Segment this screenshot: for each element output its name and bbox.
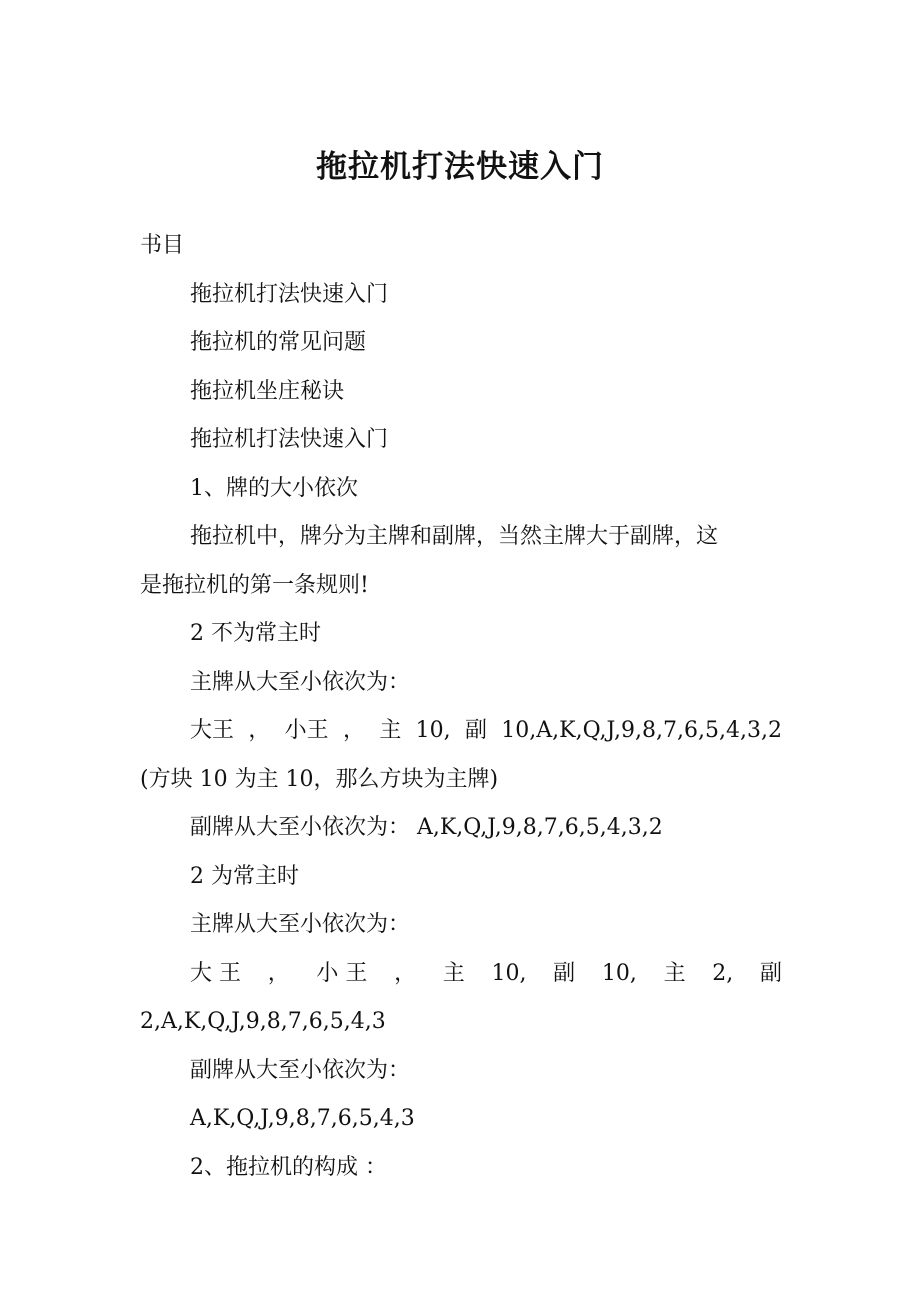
trump-order-line bbox=[140, 950, 782, 999]
document-title: 拖拉机打法快速入门 bbox=[316, 149, 604, 185]
subheading-case-2: 2 为常主时 bbox=[190, 863, 299, 889]
order-token: 10, bbox=[601, 960, 637, 986]
paragraph-line: 是拖拉机的第一条规则! bbox=[140, 572, 369, 598]
toc-heading: 书目 bbox=[140, 233, 185, 258]
trump-order-continued: 2,A,K,Q,J,9,8,7,6,5,4,3 bbox=[140, 1009, 386, 1034]
trump-order-line bbox=[140, 707, 782, 756]
paragraph-text: 拖拉机中，牌分为主牌和副牌，当然主牌大于副牌，这 bbox=[190, 524, 719, 549]
subheading-case-1: 2 不为常主时 bbox=[190, 621, 321, 646]
paragraph-line bbox=[140, 513, 782, 562]
trump-order-label: 主牌从大至小依次为： bbox=[190, 669, 411, 695]
order-token: 2, bbox=[712, 960, 734, 986]
toc-item: 拖拉机打法快速入门 bbox=[190, 427, 389, 452]
section-heading-card-order: 1、牌的大小依次 bbox=[190, 475, 358, 501]
side-order-line: A,K,Q,J,9,8,7,6,5,4,3 bbox=[190, 1106, 415, 1131]
order-token: 小 王 bbox=[316, 960, 368, 986]
order-token: ， bbox=[342, 718, 365, 743]
order-token: 副 bbox=[553, 960, 576, 986]
order-token: 10,A,K,Q,J,9,8,7,6,5,4,3,2 bbox=[501, 718, 782, 743]
order-token: ， bbox=[248, 718, 271, 743]
toc-item: 拖拉机打法快速入门 bbox=[190, 281, 389, 307]
order-token: 大王 bbox=[190, 718, 235, 743]
order-token: ， bbox=[267, 960, 290, 986]
document-body bbox=[140, 222, 782, 1192]
trump-order-label: 主牌从大至小依次为： bbox=[190, 912, 411, 937]
order-token: 主 bbox=[379, 718, 402, 743]
side-order-label: 副牌从大至小依次为： bbox=[190, 1057, 411, 1083]
trump-order-note: (方块 10 为主 10，那么方块为主牌) bbox=[140, 766, 499, 792]
order-token: 大 王 bbox=[190, 960, 241, 986]
order-token: 小王 bbox=[284, 718, 329, 743]
order-token: 副 bbox=[464, 718, 487, 743]
order-token: 10, bbox=[415, 718, 451, 743]
side-order-line: 副牌从大至小依次为： A,K,Q,J,9,8,7,6,5,4,3,2 bbox=[190, 815, 663, 840]
toc-item: 拖拉机坐庄秘诀 bbox=[190, 378, 345, 404]
order-token: 主 bbox=[663, 960, 686, 986]
section-heading-tractor-composition: 2、拖拉机的构成 ： bbox=[190, 1154, 387, 1180]
order-token: ， bbox=[394, 960, 417, 986]
order-token: 副 bbox=[759, 960, 782, 986]
order-token: 10, bbox=[491, 960, 527, 986]
toc-item: 拖拉机的常见问题 bbox=[190, 330, 367, 355]
order-token: 主 bbox=[442, 960, 465, 986]
